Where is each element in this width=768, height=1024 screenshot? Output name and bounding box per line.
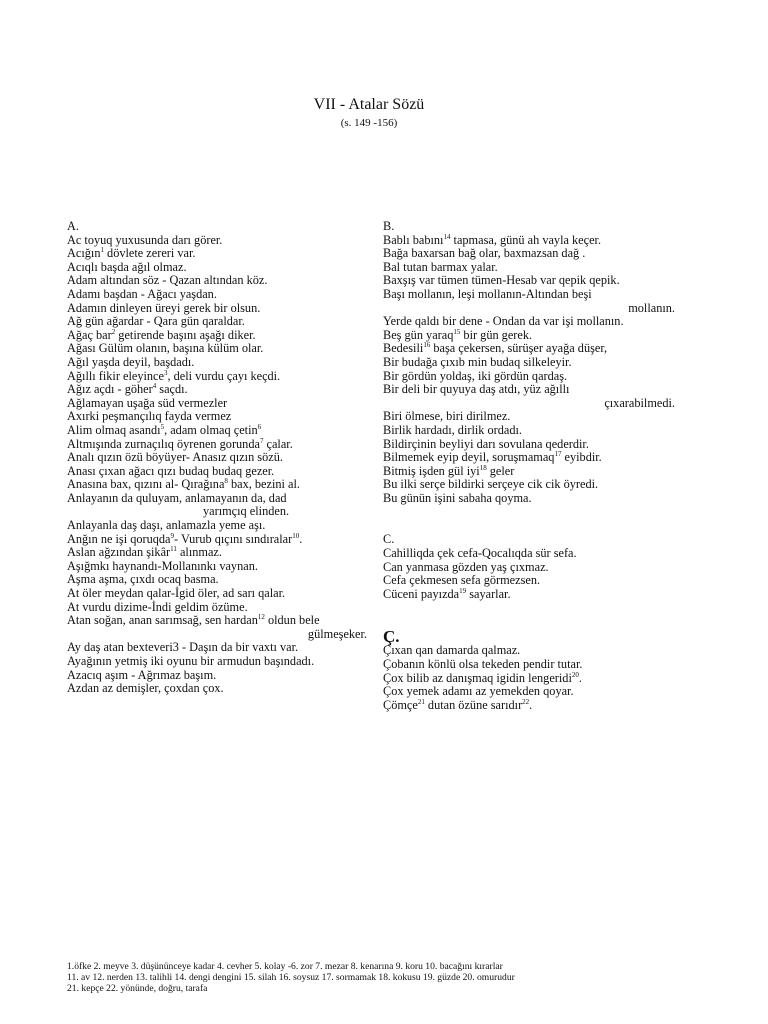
proverb-text: yarımçıq elinden.: [203, 504, 290, 519]
proverb-text: Yerde qaldı bir dene - Ondan da var işi mollanın.: [383, 314, 624, 329]
proverb-text: dutan özüne sarıdır: [424, 697, 523, 712]
proverb-text: At vurdu dizime-İndi geldim özüme.: [67, 599, 248, 614]
proverb-line: [67, 546, 367, 560]
footnote-marker: 3: [163, 368, 168, 377]
proverb-text: , adam olmaq çetin: [164, 422, 258, 437]
proverb-text: Bağa baxarsan bağ olar, baxmazsan dağ .: [383, 246, 586, 261]
proverb-text: Acıqlı başda ağıl olmaz.: [67, 259, 187, 274]
proverb-text: gülmeşeker.: [307, 626, 367, 641]
proverb-line: [67, 641, 367, 655]
proverb-text: Anası çıxan ağacı qızı budaq budaq gezer.: [67, 463, 275, 478]
proverb-text: Acığın: [67, 246, 101, 261]
footnote-marker: 10: [292, 531, 300, 540]
proverb-line: [67, 342, 367, 356]
proverb-text: , deli vurdu çayı keçdi.: [167, 368, 281, 383]
footnote-marker: 6: [257, 422, 262, 431]
proverb-text: Anğın ne işi qoruqda: [67, 531, 171, 546]
proverb-line: [383, 658, 675, 672]
proverb-line: [67, 669, 367, 683]
column-a: [67, 220, 367, 696]
proverb-line: [67, 505, 367, 519]
proverb-line: [383, 561, 675, 575]
proverb-line: [67, 519, 367, 533]
proverb-line: [67, 451, 367, 465]
proverb-line: [383, 288, 675, 302]
proverb-text: Cüceni payızda: [383, 586, 460, 601]
proverb-text: Ağası Gülüm olanın, başına külüm olar.: [67, 341, 264, 356]
proverb-line: [67, 274, 367, 288]
proverb-text: alınmaz.: [176, 545, 222, 560]
proverb-text: Ac toyuq yuxusunda darı görer.: [67, 232, 223, 247]
proverb-text: Atan soğan, anan sarımsağ, sen hardan: [67, 613, 258, 628]
footnote-marker: 5: [160, 422, 165, 431]
footnote-marker: 14: [443, 232, 451, 241]
proverb-text: geler: [486, 463, 515, 478]
proverb-text: .: [299, 531, 303, 546]
proverb-line: [67, 315, 367, 329]
proverb-line: [383, 356, 675, 370]
proverb-line: [67, 329, 367, 343]
footnote-line: 11. av 12. nerden 13. talihli 14. dengi dengini 15. silah 16. soysuz 17. sormamak 18. kokusu 19. güzde 20. omurudur: [67, 972, 515, 983]
proverb-line: [67, 424, 367, 438]
proverb-line: [67, 383, 367, 397]
section-heading-a: A.: [67, 219, 79, 233]
proverb-line: [383, 644, 675, 658]
proverb-text: Çömçe: [383, 697, 418, 712]
footnote-line: 1.öfke 2. meyve 3. düşününceye kadar 4. cevher 5. kolay -6. zor 7. mezar 8. kenarına 9. koru 10. bacağını kırarlar: [67, 961, 503, 972]
proverb-line: [383, 699, 675, 713]
proverb-line: [67, 234, 367, 248]
proverb-text: Bedesili: [383, 341, 424, 356]
footnote-marker: 17: [554, 450, 562, 459]
proverb-text: Adam altından söz - Qazan altından köz.: [67, 273, 268, 288]
proverb-text: Analı qızın özü böyüyer- Anasız qızın sözü.: [67, 450, 283, 465]
proverb-text: Ay daş atan bexteveri3 - Daşın da bir vaxtı var.: [67, 640, 299, 655]
footnote-marker: 11: [170, 545, 177, 554]
proverb-line: [67, 560, 367, 574]
proverb-line: [67, 478, 367, 492]
proverb-text: Adamın dinleyen üreyi gerek bir olsun.: [67, 300, 261, 315]
proverb-text: Bablı babını: [383, 232, 444, 247]
proverb-line: [67, 655, 367, 669]
proverb-text: bax, bezini al.: [227, 477, 300, 492]
proverb-line: [383, 685, 675, 699]
proverb-text: Bu günün işini sabaha qoyma.: [383, 490, 532, 505]
footnote-marker: 20: [571, 670, 579, 679]
proverb-line: [383, 261, 675, 275]
proverb-text: Bilmemek eyip deyil, soruşmamaq: [383, 450, 555, 465]
proverb-line: [383, 478, 675, 492]
proverb-text: Ayağının yetmiş iki oyunu bir armudun başındadı.: [67, 654, 315, 668]
proverb-text: Çox yemek adamı az yemekden qoyar.: [383, 684, 574, 699]
proverb-text: Axırki peşmançılıq fayda vermez: [67, 409, 232, 424]
footnote-line: 21. kepçe 22. yönünde, doğru, tarafa: [67, 983, 208, 994]
footnote-marker: 7: [259, 436, 264, 445]
proverb-line: [383, 274, 675, 288]
footnote-marker: 1: [100, 246, 104, 255]
proverb-line: [67, 465, 367, 479]
footnote-marker: 21: [417, 697, 425, 706]
proverb-line: [383, 574, 675, 588]
proverb-text: mollanın.: [628, 300, 675, 315]
proverb-text: Çox bilib az danışmaq igidin lengeridi: [383, 670, 572, 685]
proverb-text: Ağlamayan uşağa süd vermezler: [67, 395, 228, 410]
proverb-text: - Vurub qıçını sındıralar: [174, 531, 293, 546]
proverb-text: dövlete zereri var.: [103, 246, 196, 261]
proverb-text: Aşma aşma, çıxdı ocaq basma.: [67, 572, 219, 587]
proverb-text: Ağıllı fikir eleyince: [67, 368, 164, 383]
proverb-line: [383, 247, 675, 261]
section-heading-cc: Ç.: [383, 627, 400, 647]
proverb-text: Ağız açdı - göher: [67, 382, 153, 397]
proverb-text: saçdı.: [156, 382, 188, 397]
proverb-line: [383, 397, 675, 411]
proverb-text: Aşığmkı haynandı-Mollanınkı vaynan.: [67, 558, 258, 573]
proverb-text: çıxarabilmedi.: [604, 395, 675, 410]
proverb-line: [383, 672, 675, 686]
proverb-line: [383, 451, 675, 465]
proverb-text: bir gün gerek.: [460, 327, 533, 342]
proverb-text: Azacıq aşım - Ağrımaz başım.: [67, 667, 217, 682]
proverb-text: Bitmiş işden gül iyi: [383, 463, 480, 478]
proverb-text: Altmışında zurnaçılıq öyrenen gorunda: [67, 436, 260, 451]
proverb-text: Alim olmaq asandı: [67, 422, 161, 437]
proverb-text: Anasına bax, qızını al- Qırağına: [67, 477, 225, 492]
section-heading-b: B.: [383, 219, 395, 233]
proverb-line: [67, 438, 367, 452]
proverb-line: [67, 587, 367, 601]
proverb-text: getirende başını aşağı diker.: [115, 327, 256, 342]
proverb-line: [383, 410, 675, 424]
proverb-text: At öler meydan qalar-İgid öler, ad sarı qalar.: [67, 586, 286, 601]
proverb-line: [383, 342, 675, 356]
proverb-text: tapmasa, günü ah vayla keçer.: [450, 232, 602, 247]
proverb-text: Ağıl yaşda deyil, başdadı.: [67, 354, 195, 369]
proverb-text: Ağ gün ağardar - Qara gün qaraldar.: [67, 314, 245, 329]
proverb-text: oldun bele: [264, 613, 320, 628]
proverb-line: [67, 370, 367, 384]
proverb-text: Baxşış var tümen tümen-Hesab var qepik qepik.: [383, 273, 620, 288]
proverb-text: .: [578, 670, 582, 685]
proverb-line: [67, 410, 367, 424]
proverb-text: Çıxan qan damarda qalmaz.: [383, 643, 521, 658]
footnote-marker: 8: [224, 477, 228, 486]
footnote-marker: 19: [459, 586, 467, 595]
proverb-text: Bal tutan barmax yalar.: [383, 259, 498, 274]
proverb-line: [383, 438, 675, 452]
proverb-text: çalar.: [263, 436, 293, 451]
proverb-line: [67, 601, 367, 615]
proverb-list-cc: [383, 644, 675, 712]
page-title: VII - Atalar Sözü: [313, 96, 425, 113]
footnote-marker: 12: [257, 613, 265, 622]
proverb-line: [67, 492, 367, 506]
proverb-line: [383, 315, 675, 329]
proverb-text: Bu ilki serçe bildirki serçeye cik cik öyredi.: [383, 477, 599, 492]
proverb-line: [67, 682, 367, 696]
proverb-line: [67, 261, 367, 275]
proverb-line: [67, 397, 367, 411]
footnote-marker: 4: [152, 382, 157, 391]
proverb-text: Adamı başdan - Ağacı yaşdan.: [67, 286, 217, 301]
section-heading-c: C.: [383, 532, 395, 547]
proverb-text: Çobanın könlü olsa tekeden pendir tutar.: [383, 657, 583, 672]
proverb-line: [383, 492, 675, 506]
page-subtitle: (s. 149 -156): [340, 117, 398, 129]
proverb-text: Aslan ağzından şikâr: [67, 545, 171, 560]
proverb-text: Cefa çekmesen sefa görmezsen.: [383, 573, 541, 588]
proverb-line: [383, 370, 675, 384]
proverb-line: [383, 302, 675, 316]
footnote-marker: 16: [423, 341, 431, 350]
footnote-marker: 2: [111, 327, 116, 336]
proverb-text: Birlik hardadı, dirlik ordadı.: [383, 422, 522, 437]
proverb-line: [67, 573, 367, 587]
proverb-line: [67, 533, 367, 547]
proverb-text: başa çekersen, sürüşer ayağa düşer,: [430, 341, 608, 356]
proverb-list-c: [383, 547, 675, 601]
proverb-line: [383, 465, 675, 479]
proverb-text: sayarlar.: [466, 586, 511, 601]
proverb-line: [383, 234, 675, 248]
proverb-line: [67, 356, 367, 370]
proverb-line: [383, 547, 675, 561]
proverb-line: [383, 383, 675, 397]
proverb-text: Cahilliqda çek cefa-Qocalıqda sür sefa.: [383, 546, 577, 561]
proverb-text: eyibdir.: [561, 450, 602, 465]
footnote-marker: 15: [453, 327, 461, 336]
proverb-list-a: [67, 234, 367, 696]
proverb-line: [67, 302, 367, 316]
proverb-list-b: [383, 234, 675, 506]
proverb-line: [67, 288, 367, 302]
proverb-text: Beş gün yaraq: [383, 327, 454, 342]
proverb-line: [383, 588, 675, 602]
footnote-marker: 9: [170, 531, 174, 540]
proverb-text: .: [529, 697, 533, 712]
footnote-marker: 18: [479, 463, 487, 472]
proverb-text: Bildirçinin beyliyi darı sovulana qederdir.: [383, 436, 589, 451]
proverb-line: [67, 614, 367, 628]
proverb-text: Azdan az demişler, çoxdan çox.: [67, 681, 224, 696]
footnote-marker: 22: [522, 697, 530, 706]
proverb-line: [383, 424, 675, 438]
proverb-text: Ağaç bar: [67, 327, 112, 342]
footnotes: [67, 961, 707, 994]
proverb-text: Bir gördün yoldaş, iki gördün qardaş.: [383, 368, 568, 383]
proverb-text: Anlayanın da quluyam, anlamayanın da, dad: [67, 490, 287, 505]
proverb-text: Biri ölmese, biri dirilmez.: [383, 409, 511, 424]
proverb-text: Bir budağa çıxıb min budaq silkeleyir.: [383, 354, 572, 369]
proverb-text: Can yanmasa gözden yaş çıxmaz.: [383, 559, 549, 574]
proverb-text: Bir deli bir quyuya daş atdı, yüz ağıllı: [383, 382, 570, 397]
proverb-line: [383, 329, 675, 343]
proverb-text: Başı mollanın, leşi mollanın-Altından beşi: [383, 286, 592, 301]
proverb-line: [67, 628, 367, 642]
proverb-line: [67, 247, 367, 261]
proverb-text: Anlayanla daş daşı, anlamazla yeme aşı.: [67, 518, 266, 533]
column-b: [383, 220, 675, 712]
